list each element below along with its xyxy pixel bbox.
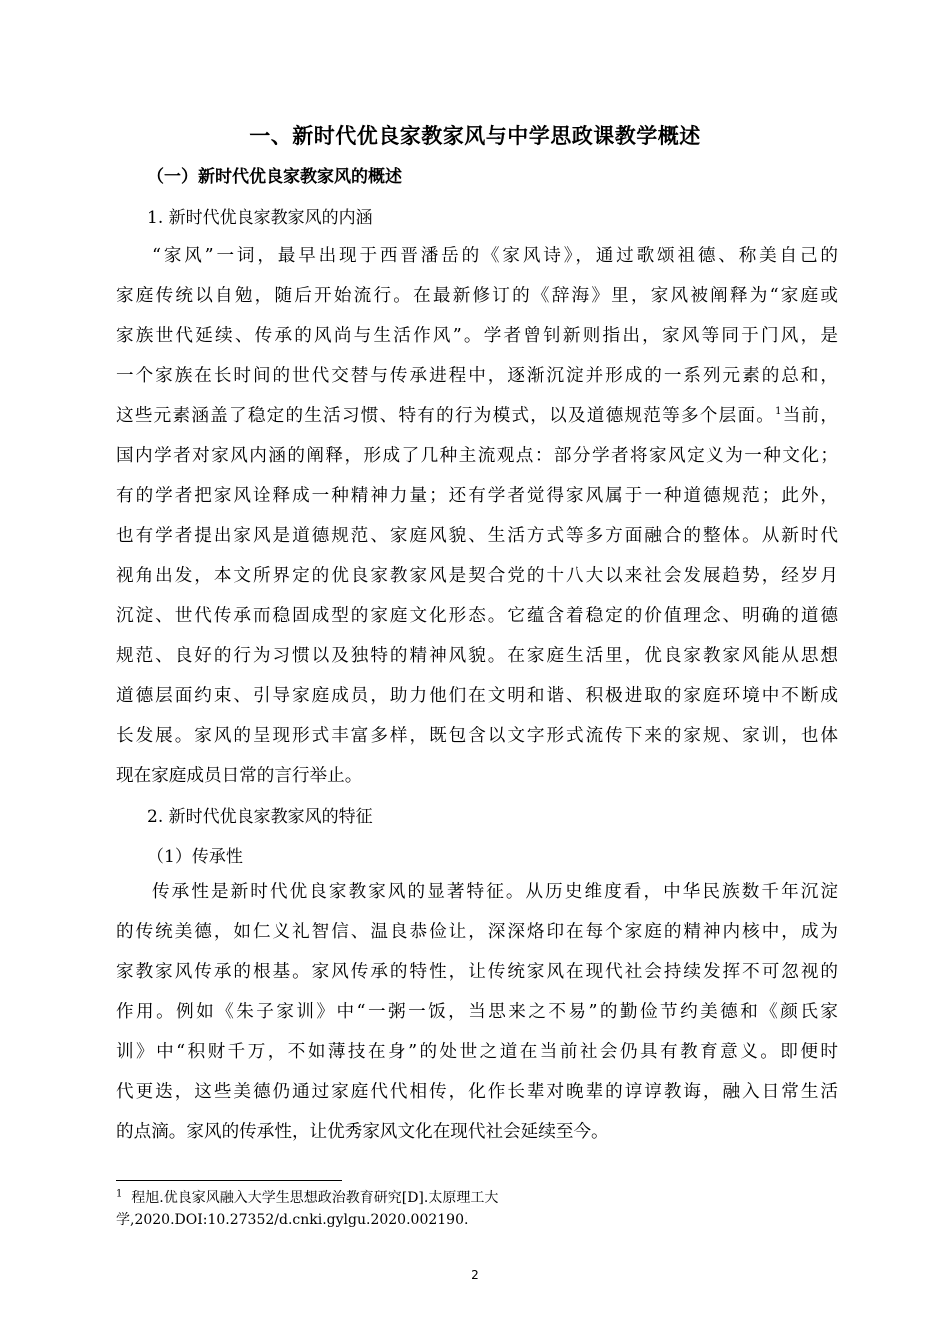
para1-line-4: 一个家族在长时间的世代交替与传承进程中，逐渐沉淀并形成的一系列元素的总和， — [116, 366, 838, 386]
para1-line-7: 有的学者把家风诠释成一种精神力量；还有学者觉得家风属于一种道德规范；此外， — [116, 486, 838, 506]
section2-title: 2. 新时代优良家教家风的特征 — [147, 807, 373, 827]
para1-line-10: 沉淀、世代传承而稳固成型的家庭文化形态。它蕴含着稳定的价值理念、明确的道德 — [116, 606, 838, 626]
para1-line-5-tail: 当前， — [781, 406, 838, 426]
para1-line-8: 也有学者提出家风是道德规范、家庭风貌、生活方式等多方面融合的整体。从新时代 — [116, 526, 838, 546]
footnote-marker: 1 — [116, 1188, 123, 1200]
para1-line-13: 长发展。家风的呈现形式丰富多样，既包含以文字形式流传下来的家规、家训，也体 — [116, 726, 838, 746]
para1-line-14: 现在家庭成员日常的言行举止。 — [116, 766, 363, 786]
footnote-text-1: 程旭.优良家风融入大学生思想政治教育研究[D].太原理工大 — [131, 1190, 499, 1206]
para1-line-5-text: 这些元素涵盖了稳定的生活习惯、特有的行为模式，以及道德规范等多个层面。 — [116, 406, 776, 426]
para1-line-3: 家族世代延续、传承的风尚与生活作风”。学者曾钊新则指出，家风等同于门风，是 — [116, 326, 838, 346]
subsection-heading: （一）新时代优良家教家风的概述 — [147, 167, 402, 187]
item1-title: （1）传承性 — [147, 847, 243, 867]
para1-line-5 — [116, 396, 838, 436]
paragraph-meaning — [116, 236, 838, 796]
para2-line-4: 作用。例如《朱子家训》中“一粥一饭，当思来之不易”的勤俭节约美德和《颜氏家 — [116, 1002, 838, 1022]
paragraph-inheritance — [116, 872, 838, 1152]
para2-line-3: 家教家风传承的根基。家风传承的特性，让传统家风在现代社会持续发挥不可忽视的 — [116, 962, 838, 982]
para2-line-5: 训》中“积财千万，不如薄技在身”的处世之道在当前社会仍具有教育意义。即便时 — [116, 1042, 838, 1062]
para2-line-6: 代更迭，这些美德仍通过家庭代代相传，化作长辈对晚辈的谆谆教诲，融入日常生活 — [116, 1082, 838, 1102]
para1-line-1: “家风”一词，最早出现于西晋潘岳的《家风诗》，通过歌颂祖德、称美自己的 — [152, 246, 838, 266]
para1-line-6: 国内学者对家风内涵的阐释，形成了几种主流观点：部分学者将家风定义为一种文化； — [116, 446, 838, 466]
section1-title: 1. 新时代优良家教家风的内涵 — [147, 208, 373, 228]
para1-line-11: 规范、良好的行为习惯以及独特的精神风貌。在家庭生活里，优良家教家风能从思想 — [116, 646, 838, 666]
footnote-line-1 — [116, 1187, 836, 1209]
section-heading: 一、新时代优良家教家风与中学思政课教学概述 — [249, 124, 701, 148]
para1-line-9: 视角出发，本文所界定的优良家教家风是契合党的十八大以来社会发展趋势，经岁月 — [116, 566, 838, 586]
footnote-reference[interactable]: 1 — [775, 406, 782, 418]
footnote-text-2: 学,2020.DOI:10.27352/d.cnki.gylgu.2020.002190. — [116, 1212, 469, 1228]
footnote-separator — [116, 1180, 342, 1181]
footnote — [116, 1187, 836, 1231]
para1-line-2: 家庭传统以自勉，随后开始流行。在最新修订的《辞海》里，家风被阐释为“家庭或 — [116, 286, 838, 306]
para2-line-7: 的点滴。家风的传承性，让优秀家风文化在现代社会延续至今。 — [116, 1122, 609, 1142]
para1-line-12: 道德层面约束、引导家庭成员，助力他们在文明和谐、积极进取的家庭环境中不断成 — [116, 686, 838, 706]
para2-line-1: 传承性是新时代优良家教家风的显著特征。从历史维度看，中华民族数千年沉淀 — [152, 882, 838, 902]
para2-line-2: 的传统美德，如仁义礼智信、温良恭俭让，深深烙印在每个家庭的精神内核中，成为 — [116, 922, 838, 942]
page-number: 2 — [471, 1268, 479, 1282]
